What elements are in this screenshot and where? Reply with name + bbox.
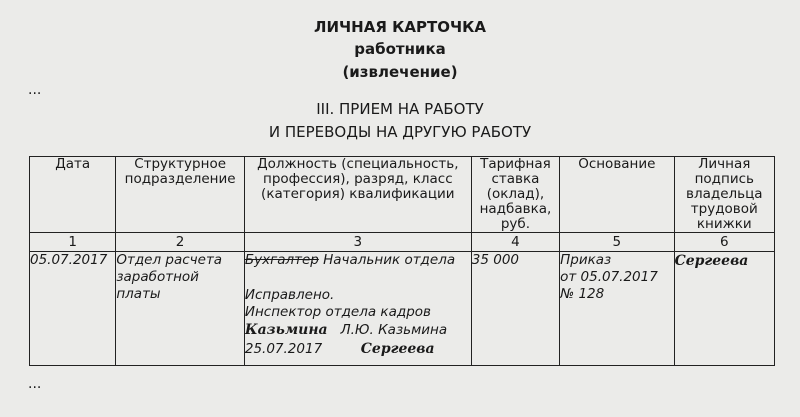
section-title-line1: III. ПРИЕМ НА РАБОТУ [316,100,484,118]
cell-unit [116,252,245,366]
cell-rate [471,252,559,366]
column-number: 3 [244,233,471,252]
correction-position: Инспектор отдела кадров [244,304,431,320]
correction-date: 25.07.2017 [244,341,323,357]
table-number-row [30,233,775,252]
header-position: Должность (специальность, профессия), разряд, класс (категория) квалификации [244,157,471,233]
cell-basis [560,252,674,366]
card-title: ЛИЧНАЯ КАРТОЧКА [314,18,486,36]
basis-line: № 128 [560,286,605,302]
column-number: 5 [560,233,674,252]
cell-position [244,252,471,366]
correction-signature-row [245,321,471,340]
header-signature: Личная подпись владельца трудовой книжки [674,157,774,233]
cell-signature [674,252,774,366]
header-unit: Структурное подразделение [116,157,245,233]
employee-correction-signature: Сергеева [360,341,435,357]
header-rate: Тарифная ставка (оклад), надбавка, руб. [471,157,559,233]
cell-date [30,252,116,366]
rate-value: 35 000 [471,252,520,268]
unit-line: заработной [116,269,199,285]
hr-name: Л.Ю. Казьмина [340,322,448,338]
unit-line: платы [116,286,161,302]
employee-signature: Сергеева [674,253,749,269]
column-number: 2 [116,233,245,252]
header-basis: Основание [560,157,674,233]
unit-line: Отдел расчета [116,252,223,268]
position-new: Начальник отдела [318,252,456,268]
ellipsis-top: ... [28,82,42,98]
basis-line: Приказ [560,252,612,268]
position-struck: Бухгалтер [244,252,319,268]
date-value: 05.07.2017 [30,252,108,268]
employment-table [29,156,775,366]
ellipsis-bottom: ... [28,376,42,392]
correction-date-row [245,340,471,359]
position-line [245,252,471,269]
correction-label: Исправлено. [244,287,335,303]
section-title-line2: И ПЕРЕВОДЫ НА ДРУГУЮ РАБОТУ [268,123,532,141]
header-date: Дата [30,157,116,233]
table-header-row [30,157,775,233]
column-number: 6 [674,233,774,252]
basis-line: от 05.07.2017 [560,269,658,285]
card-subtitle: работника [354,40,446,58]
column-number: 4 [471,233,559,252]
hr-signature: Казьмина [244,322,328,338]
table-row [30,252,775,366]
card-extract-note: (извлечение) [342,63,458,81]
column-number: 1 [30,233,116,252]
